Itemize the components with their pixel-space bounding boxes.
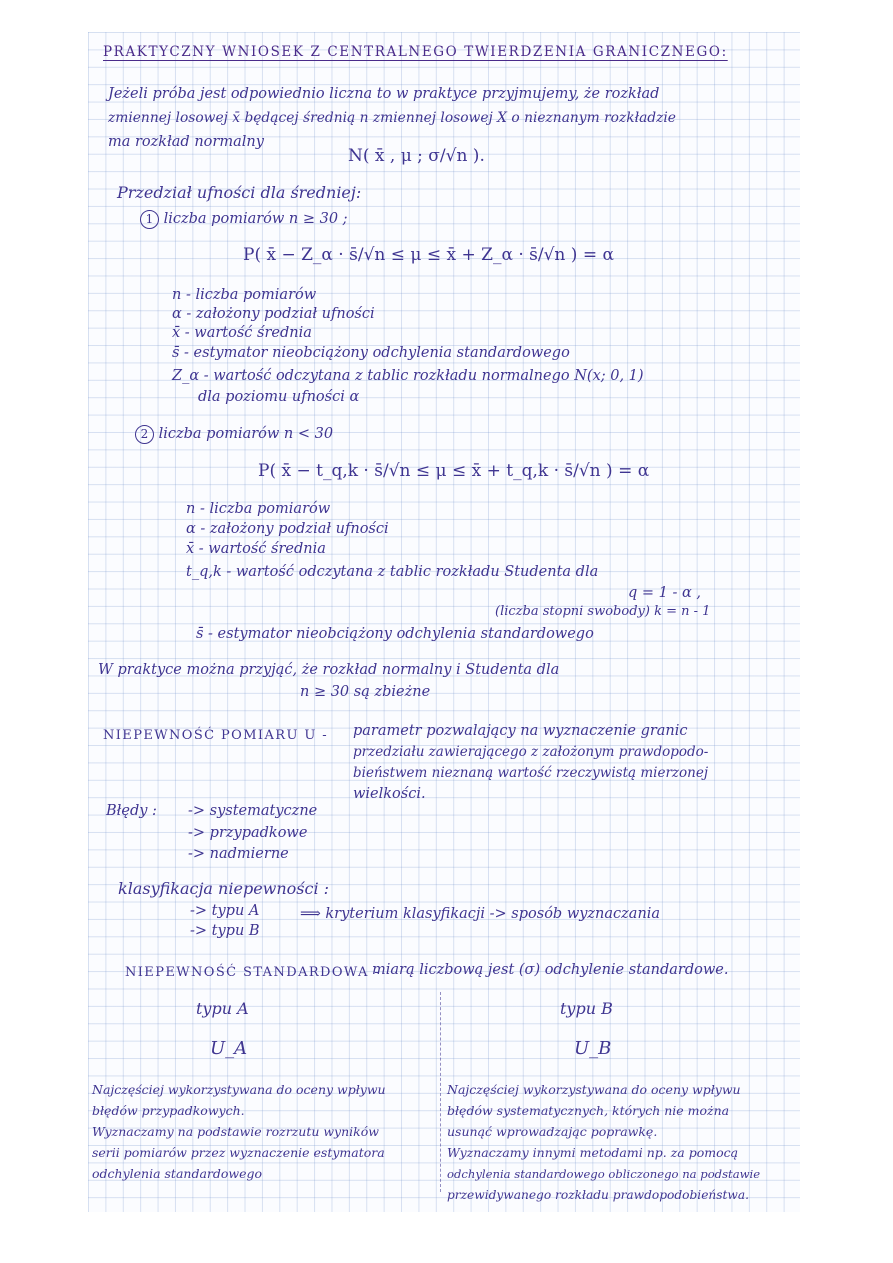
ci-heading: Przedział ufności dla średniej: <box>117 183 362 202</box>
type-a-text-5: odchylenia standardowego <box>92 1166 263 1181</box>
type-b-text-4: Wyznaczamy innymi metodami np. za pomocą <box>447 1145 739 1160</box>
type-a-text-2: błędów przypadkowych. <box>92 1103 245 1118</box>
case2-condition: liczba pomiarów n < 30 <box>158 426 334 442</box>
errors-label: Błędy : <box>106 803 157 819</box>
uncertainty-def-3: bieństwem nieznaną wartość rzeczywistą mierzonej <box>353 765 709 781</box>
case1-legend-3: s̄ - estymator nieobciążony odchylenia standardowego <box>172 345 570 361</box>
case1-legend-1: α - założony podział ufności <box>172 306 375 322</box>
type-b-symbol: U_B <box>574 1038 612 1059</box>
practice-note-line-1: W praktyce można przyjąć, że rozkład normalny i Studenta dla <box>98 662 560 678</box>
standard-label: NIEPEWNOŚĆ STANDARDOWA - <box>125 965 381 980</box>
practice-note-line-2: n ≥ 30 są zbieżne <box>300 684 431 700</box>
type-a-text-3: Wyznaczamy na podstawie rozrzutu wyników <box>92 1124 379 1139</box>
case2-condition-row <box>135 425 333 444</box>
case2-legend-5: (liczba stopni swobody) k = n - 1 <box>495 604 711 619</box>
error-item-3: -> nadmierne <box>188 846 289 862</box>
type-b-label: typu B <box>560 999 613 1018</box>
uncertainty-def-1: parametr pozwalający na wyznaczenie granic <box>353 723 688 739</box>
case1-legend-0: n - liczba pomiarów <box>172 287 317 303</box>
error-item-1: -> systematyczne <box>188 803 318 819</box>
grid-paper <box>88 32 800 1212</box>
type-a-text-4: serii pomiarów przez wyznaczenie estymatora <box>92 1145 385 1160</box>
case1-formula: P( x̄ − Z_α · s̄/√n ≤ μ ≤ x̄ + Z_α · s̄/√n ) = α <box>243 245 614 265</box>
type-b-text-5: odchylenia standardowego obliczonego na podstawie <box>447 1167 761 1181</box>
classification-type-a: -> typu A <box>190 903 260 919</box>
classification-type-b: -> typu B <box>190 923 260 939</box>
intro-line-1: Jeżeli próba jest odpowiednio liczna to w praktyce przyjmujemy, że rozkład <box>108 86 660 102</box>
intro-line-3: ma rozkład normalny <box>108 134 264 150</box>
case2-formula: P( x̄ − t_q,k · s̄/√n ≤ μ ≤ x̄ + t_q,k · s̄/√n ) = α <box>258 461 650 481</box>
type-a-symbol: U_A <box>210 1038 248 1059</box>
type-b-text-2: błędów systematycznych, których nie można <box>447 1103 730 1118</box>
standard-def: miarą liczbową jest (σ) odchylenie standardowe. <box>372 962 729 978</box>
case2-legend-0: n - liczba pomiarów <box>186 501 331 517</box>
error-item-2: -> przypadkowe <box>188 825 308 841</box>
case1-condition-row <box>140 210 348 229</box>
case1-condition: liczba pomiarów n ≥ 30 ; <box>163 211 348 227</box>
case2-legend-3: t_q,k - wartość odczytana z tablic rozkładu Studenta dla <box>186 564 599 580</box>
intro-formula: N( x̄ , μ ; σ/√n ). <box>348 146 485 166</box>
case1-legend-4: Z_α - wartość odczytana z tablic rozkładu normalnego N(x; 0, 1) <box>172 368 644 384</box>
case1-legend-2: x̄ - wartość średnia <box>172 325 312 341</box>
column-divider <box>440 992 441 1192</box>
type-b-text-3: usunąć wprowadzając poprawkę. <box>447 1124 658 1139</box>
type-a-text-1: Najczęściej wykorzystywana do oceny wpływu <box>92 1082 386 1097</box>
uncertainty-def-2: przedziału zawierającego z założonym prawdopodo- <box>353 744 709 760</box>
type-b-text-6: przewidywanego rozkładu prawdopodobieństwa. <box>447 1188 749 1202</box>
case2-legend-2: x̄ - wartość średnia <box>186 541 326 557</box>
uncertainty-def-4: wielkości. <box>353 786 426 802</box>
case2-number: 2 <box>135 425 154 444</box>
type-a-label: typu A <box>196 999 249 1018</box>
page-title: PRAKTYCZNY WNIOSEK Z CENTRALNEGO TWIERDZENIA GRANICZNEGO: <box>103 44 728 60</box>
classification-arrow: ⟹ kryterium klasyfikacji -> sposób wyznaczania <box>300 906 661 922</box>
type-b-text-1: Najczęściej wykorzystywana do oceny wpływu <box>447 1082 741 1097</box>
classification-label: klasyfikacja niepewności : <box>118 879 330 898</box>
case1-number: 1 <box>140 210 159 229</box>
case2-legend-6: s̄ - estymator nieobciążony odchylenia standardowego <box>196 626 594 642</box>
uncertainty-label: NIEPEWNOŚĆ POMIARU U - <box>103 728 329 743</box>
case1-legend-5: dla poziomu ufności α <box>198 389 360 405</box>
case2-legend-1: α - założony podział ufności <box>186 521 389 537</box>
case2-legend-4: q = 1 - α , <box>628 585 702 601</box>
intro-line-2: zmiennej losowej x̄ będącej średnią n zmiennej losowej X o nieznanym rozkładzie <box>108 110 676 126</box>
